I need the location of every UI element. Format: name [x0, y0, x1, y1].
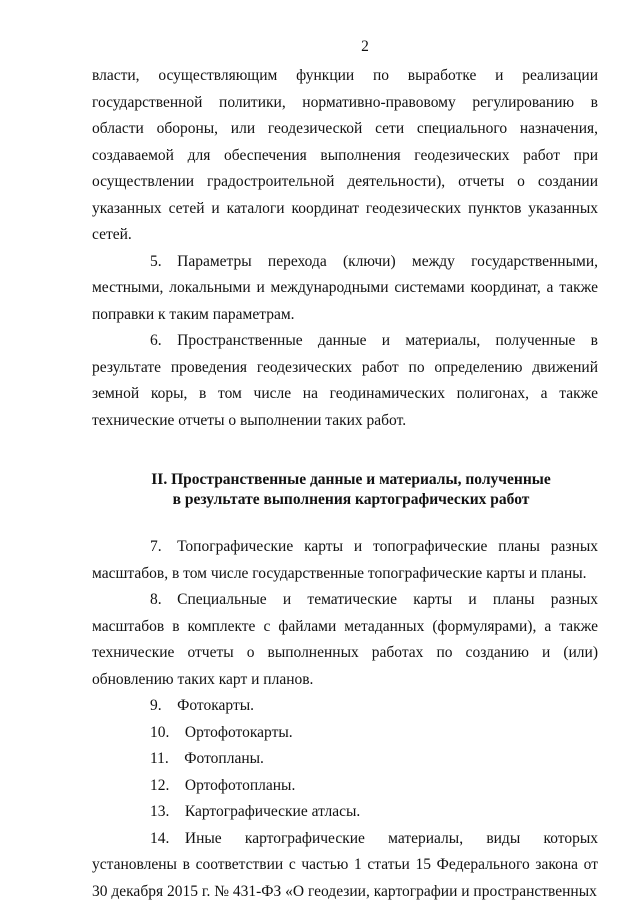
paragraph-9: 9. Фотокарты. — [150, 697, 255, 714]
section-heading-line-1: II. Пространственные данные и материалы, полученные — [151, 471, 551, 488]
page-number: 2 — [361, 38, 369, 55]
paragraph-8: 8. Специальные и тематические карты и планы разных масштабов в комплекте с файлами метаданных (формулярами), а также технические отчеты о выполненных работах по созданию и (или) обновлению таких карт и планов. — [92, 591, 598, 688]
paragraph-12: 12. Ортофотопланы. — [150, 776, 296, 794]
paragraph-11: 11. Фотопланы. — [150, 750, 264, 767]
paragraph-10: 10. Ортофотокарты. — [150, 723, 293, 741]
paragraph-6: 6. Пространственные данные и материалы, полученные в результате проведения геодезических работ по определению движений земной коры, в том числе на геодинамических полигонах, а также технические отчеты о выполнении таких работ. — [92, 332, 598, 429]
section-heading-line-2: в результате выполнения картографических работ — [172, 491, 530, 508]
section-heading — [92, 470, 598, 510]
paragraph-13: 13. Картографические атласы. — [150, 803, 361, 820]
paragraph-5: 5. Параметры перехода (ключи) между государственными, местными, локальными и международными системами координат, а также поправки к таким параметрам. — [92, 252, 598, 323]
paragraph-7: 7. Топографические карты и топографические планы разных масштабов, в том числе государственные топографические карты и планы. — [92, 538, 598, 582]
paragraph-continuation: власти, осуществляющим функции по выработке и реализации государственной политики, нормативно-правовому регулированию в области обороны, или геодезической сети специального назначения, создаваемой для обеспечения выполнения геодезических работ при осуществлении градостроительной деятельности), отчеты о создании указанных сетей и каталоги координат геодезических пунктов указанных сетей. — [92, 67, 598, 243]
paragraph-14: 14. Иные картографические материалы, виды которых установлены в соответствии с частью 1 статьи 15 Федерального закона от 30 декабря 2015 г. № 431-ФЗ «О геодезии, картографии и пространственных — [92, 829, 598, 900]
